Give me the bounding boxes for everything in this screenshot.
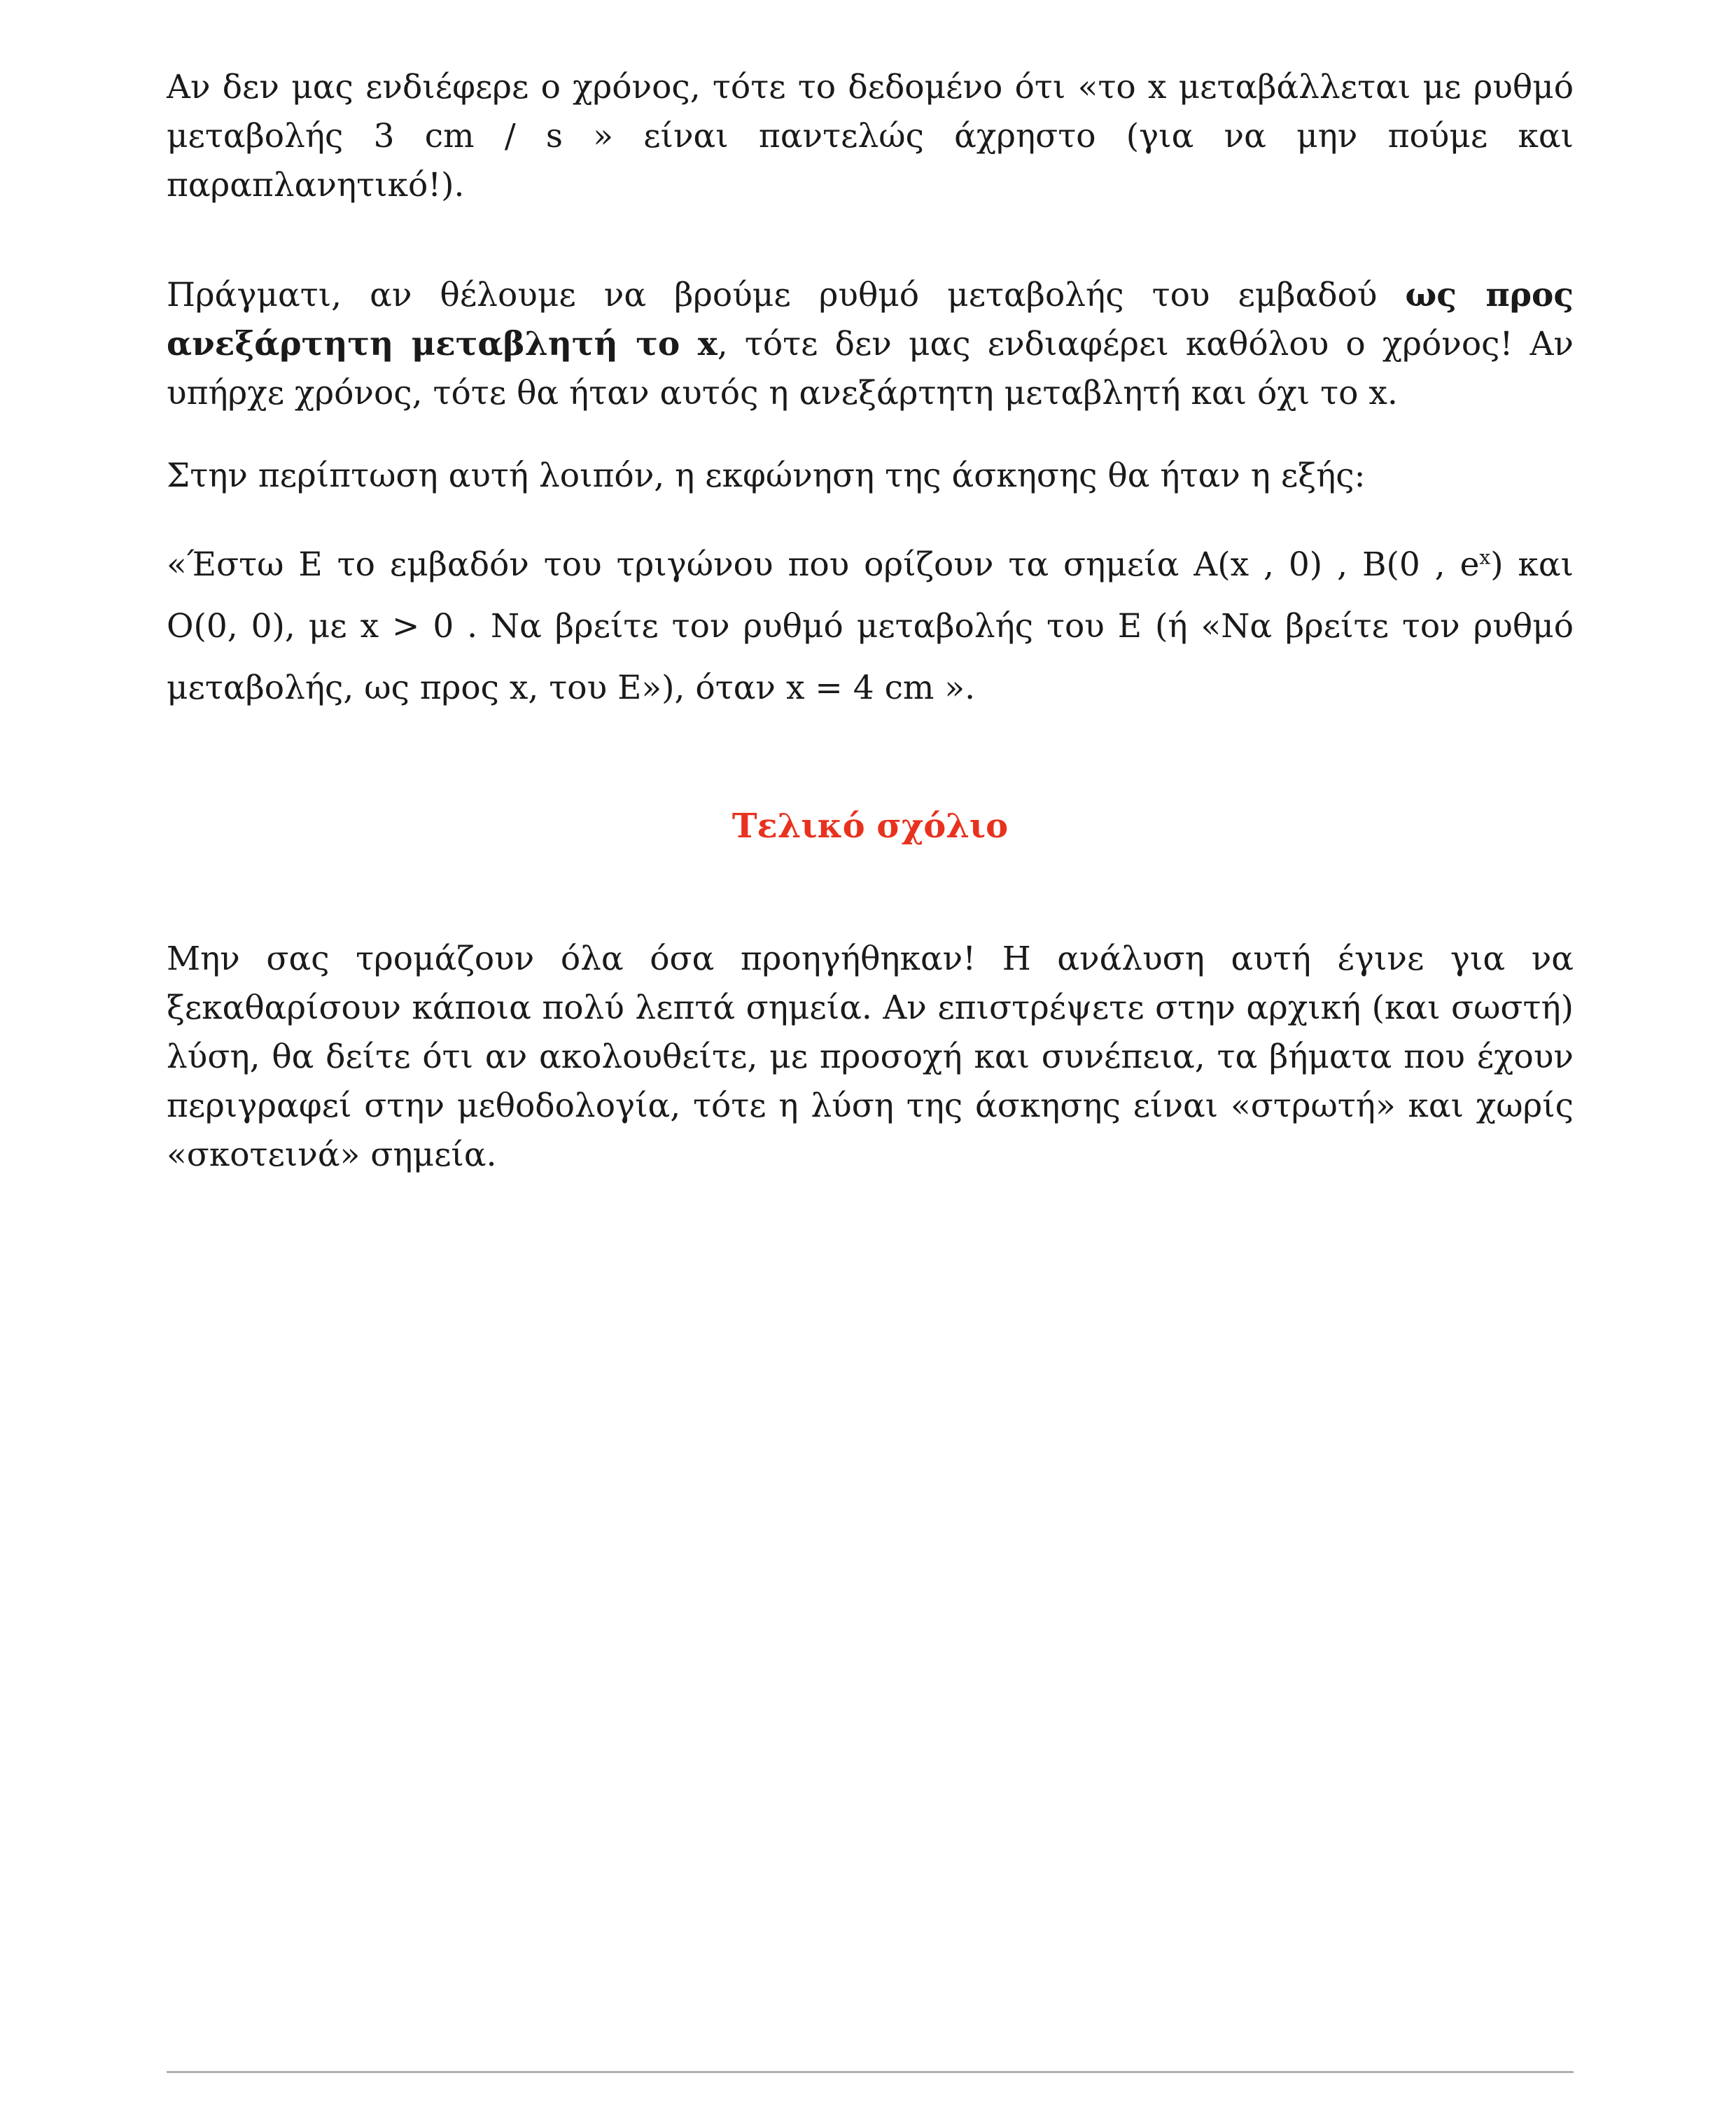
statement-part4: . Να βρείτε τον ρυθμό μεταβολής του E (ή «Να βρείτε τον ρυθμό μεταβολής, ως προς x, του E»), όταν <box>167 607 1574 707</box>
point-b-base: B(0 , e <box>1362 545 1480 584</box>
statement-part5: ». <box>934 669 976 707</box>
statement-sep1: , <box>1322 545 1362 584</box>
paragraph5-text: Μην σας τρομάζουν όλα όσα προηγήθηκαν! Η ανάλυση αυτή έγινε για να ξεκαθαρίσουν κάποια πολύ λεπτά σημεία. Αν επιστρέψετε στην αρχική (και σωστή) λύση, θα δείτε ότι αν ακολουθείτε, με προσοχή και συνέπεια, τα βήματα που έχουν περιγραφεί στην μεθοδολογία, τότε η λύση της άσκησης είναι «στρωτή» και χωρίς «σκοτεινά» σημεία. <box>167 940 1574 1174</box>
paragraph3-text: Στην περίπτωση αυτή λοιπόν, η εκφώνηση της άσκησης θα ήταν η εξής: <box>167 456 1366 495</box>
value-x-equals-4: x = 4 cm <box>785 669 934 707</box>
statement-part3: , με <box>284 607 360 646</box>
paragraph2-text-after: , τότε δεν μας ενδιαφέρει καθόλου ο χρόνος! Αν υπήρχε χρόνος, τότε θα ήταν αυτός η ανεξάρτητη μεταβλητή και όχι το x. <box>167 325 1574 412</box>
document-page <box>167 63 1574 1180</box>
point-b-close: ) <box>1490 545 1504 584</box>
paragraph2-text-before: Πράγματι, αν θέλουμε να βρούμε ρυθμό μεταβολής του εμβαδού <box>167 276 1406 314</box>
point-b <box>1362 545 1504 584</box>
paragraph1-text: Αν δεν μας ενδιέφερε ο χρόνος, τότε το δεδομένο ότι «το x μεταβάλλεται με ρυθμό μεταβολής 3 cm / s » είναι παντελώς άχρηστο (για να μην πούμε και παραπλανητικό!). <box>167 68 1574 204</box>
paragraph-exercise-statement <box>167 534 1574 719</box>
point-o: O(0, 0) <box>167 607 285 646</box>
paragraph-final-comment <box>167 935 1574 1180</box>
statement-part2: και <box>1503 545 1574 584</box>
section-title-final-comment: Τελικό σχόλιο <box>732 807 1009 846</box>
point-b-exponent: x <box>1479 545 1491 569</box>
condition-x-positive: x > 0 <box>360 607 454 646</box>
footer-divider <box>167 2071 1574 2073</box>
statement-part1: «Έστω E το εμβαδόν του τριγώνου που ορίζουν τα σημεία <box>167 545 1194 584</box>
point-a: A(x , 0) <box>1194 545 1323 584</box>
paragraph2-bold-text: ως προς ανεξάρτητη μεταβλητή το x <box>167 276 1574 363</box>
paragraph-exercise-intro <box>167 452 1574 501</box>
paragraph-time-irrelevant <box>167 63 1574 210</box>
paragraph-rate-of-change <box>167 271 1574 418</box>
